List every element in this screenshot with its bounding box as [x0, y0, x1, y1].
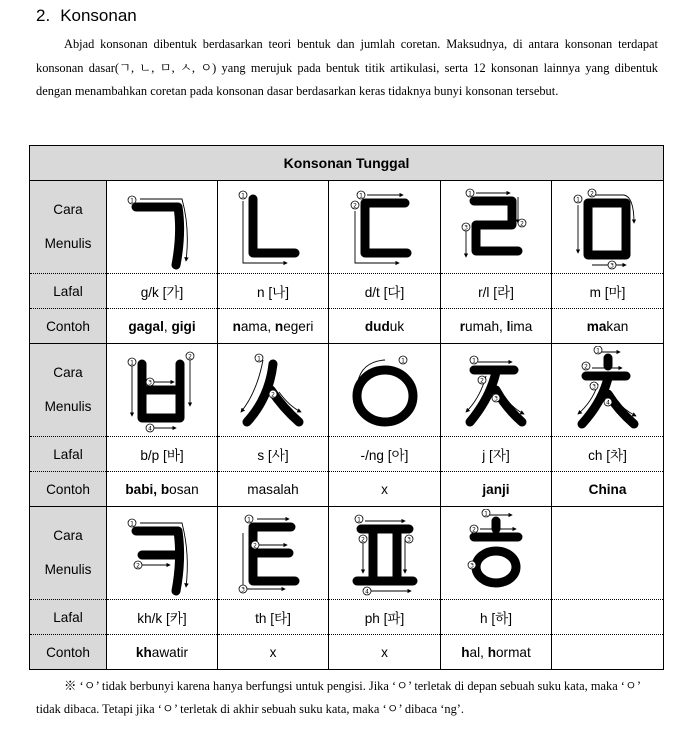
contoh-segment: h: [461, 644, 470, 660]
svg-text:4: 4: [364, 588, 369, 596]
svg-text:2: 2: [520, 220, 524, 228]
contoh-row: [30, 309, 664, 344]
stroke-order-cell: [218, 181, 329, 274]
kieuk-icon: [118, 509, 206, 597]
section-number: 2.: [36, 6, 51, 25]
siot-icon: [229, 346, 317, 434]
digeut-icon: [341, 183, 429, 271]
svg-text:1: 1: [130, 359, 134, 367]
svg-text:3: 3: [591, 383, 596, 391]
contoh-segment: al,: [469, 644, 488, 660]
lafal-value: ch [차]: [552, 437, 664, 472]
pieup-icon: [341, 509, 429, 597]
contoh-segment: janji: [482, 481, 510, 497]
jieut-icon: [452, 346, 540, 434]
lafal-value: b/p [바]: [107, 437, 218, 472]
svg-text:3: 3: [148, 379, 152, 387]
svg-text:1: 1: [472, 357, 476, 365]
contoh-value: [107, 309, 218, 344]
contoh-row: [30, 635, 664, 670]
cara-label-line1: Cara: [53, 365, 83, 380]
table-body: [30, 181, 664, 670]
contoh-value: [329, 309, 441, 344]
svg-text:2: 2: [472, 526, 476, 534]
stroke-order-cell: [441, 344, 552, 437]
contoh-value: [218, 472, 329, 507]
contoh-segment: r: [459, 318, 466, 334]
stroke-order-cell: [441, 181, 552, 274]
lafal-value: g/k [가]: [107, 274, 218, 309]
lafal-value: -/ng [아]: [329, 437, 441, 472]
lafal-label: Lafal: [30, 274, 107, 309]
svg-text:4: 4: [605, 399, 610, 407]
lafal-value: d/t [다]: [329, 274, 441, 309]
stroke-order-cell: [218, 344, 329, 437]
svg-text:1: 1: [257, 355, 261, 363]
contoh-row: [30, 472, 664, 507]
lafal-row: [30, 600, 664, 635]
lafal-label: Lafal: [30, 600, 107, 635]
stroke-order-cell: [107, 181, 218, 274]
contoh-segment: l: [506, 318, 511, 334]
stroke-order-cell: [329, 507, 441, 600]
konsonan-table: [29, 145, 664, 670]
svg-text:1: 1: [575, 196, 580, 204]
svg-text:1: 1: [358, 192, 363, 200]
svg-text:1: 1: [130, 520, 134, 528]
intro-paragraph: [36, 33, 658, 104]
svg-text:3: 3: [494, 395, 498, 403]
lafal-value: r/l [라]: [441, 274, 552, 309]
contoh-value: [552, 309, 664, 344]
contoh-segment: x: [269, 644, 277, 660]
contoh-segment: kan: [606, 318, 629, 334]
contoh-segment: ama,: [240, 318, 275, 334]
contoh-value: [552, 472, 664, 507]
svg-text:1: 1: [468, 190, 472, 198]
contoh-segment: x: [381, 644, 388, 660]
contoh-value: [218, 635, 329, 670]
lafal-value: th [타]: [218, 600, 329, 635]
lafal-value: [552, 600, 664, 635]
contoh-segment: masalah: [247, 481, 299, 497]
stroke-order-cell: [107, 507, 218, 600]
giyeok-icon: [118, 183, 206, 271]
svg-text:1: 1: [247, 516, 251, 524]
contoh-segment: osan: [169, 481, 199, 497]
contoh-segment: b: [160, 481, 170, 497]
lafal-value: kh/k [카]: [107, 600, 218, 635]
contoh-segment: Ch: [588, 481, 607, 497]
stroke-order-cell: [218, 507, 329, 600]
contoh-value: [441, 635, 552, 670]
cara-menulis-row: [30, 507, 664, 600]
contoh-segment: kh: [135, 644, 152, 660]
contoh-value: [218, 309, 329, 344]
svg-text:2: 2: [136, 562, 140, 570]
contoh-value: [329, 472, 441, 507]
footnote: [36, 675, 658, 721]
contoh-label: Contoh: [30, 472, 107, 507]
ieung-icon: [341, 346, 429, 434]
contoh-segment: umah,: [465, 318, 507, 334]
chieut-icon: [564, 346, 652, 434]
mieum-icon: [564, 183, 652, 271]
lafal-row: [30, 437, 664, 472]
lafal-value: ph [파]: [329, 600, 441, 635]
contoh-label: Contoh: [30, 309, 107, 344]
svg-text:3: 3: [406, 536, 411, 544]
stroke-order-cell: [552, 344, 664, 437]
contoh-label: Contoh: [30, 635, 107, 670]
svg-text:4: 4: [148, 425, 152, 433]
contoh-value: [107, 635, 218, 670]
contoh-segment: gagal: [128, 318, 164, 334]
contoh-value: [107, 472, 218, 507]
contoh-segment: ormat: [496, 644, 531, 660]
svg-text:1: 1: [356, 516, 361, 524]
svg-text:1: 1: [400, 357, 405, 365]
cara-label-line2: Menulis: [44, 562, 92, 577]
contoh-value: [329, 635, 441, 670]
contoh-segment: ,: [163, 318, 172, 334]
bieup-icon: [118, 346, 206, 434]
lafal-value: s [사]: [218, 437, 329, 472]
contoh-segment: ba: [125, 481, 142, 497]
cara-menulis-label: [30, 181, 107, 274]
contoh-segment: x: [381, 481, 388, 497]
table-title: Konsonan Tunggal: [30, 146, 664, 181]
lafal-row: [30, 274, 664, 309]
contoh-value: [552, 635, 664, 670]
svg-text:1: 1: [241, 192, 245, 200]
stroke-order-cell: [107, 344, 218, 437]
cara-label-line2: Menulis: [44, 399, 92, 414]
svg-text:2: 2: [589, 190, 594, 198]
stroke-order-cell: [552, 507, 664, 600]
cara-menulis-row: [30, 344, 664, 437]
contoh-segment: bi,: [141, 481, 161, 497]
svg-text:3: 3: [470, 562, 474, 570]
tieut-icon: [229, 509, 317, 597]
svg-text:2: 2: [480, 377, 484, 385]
svg-text:1: 1: [130, 197, 134, 205]
svg-text:2: 2: [253, 542, 257, 550]
hieut-icon: [452, 509, 540, 597]
section-heading: [36, 6, 137, 26]
svg-text:2: 2: [583, 363, 588, 371]
contoh-segment: egeri: [283, 318, 314, 334]
lafal-value: j [자]: [441, 437, 552, 472]
intro-text: Abjad konsonan dibentuk berdasarkan teori bentuk dan jumlah coretan. Maksudnya, di antara konsonan terdapat konsonan dasar(ㄱ, ㄴ, ㅁ, ㅅ, ㅇ) yang merujuk pada bentuk titik artikulasi, serta 12 konsonan lainnya yang dibentuk dengan menambahkan coretan pada konsonan dasar berdasarkan keras tidaknya bunyi konsonan tersebut.: [36, 37, 658, 98]
contoh-segment: uk: [389, 318, 405, 334]
svg-text:2: 2: [188, 353, 192, 361]
nieun-icon: [229, 183, 317, 271]
stroke-order-cell: [329, 344, 441, 437]
cara-label-line2: Menulis: [44, 236, 92, 251]
contoh-segment: n: [232, 318, 241, 334]
contoh-segment: h: [487, 644, 496, 660]
contoh-segment: du: [364, 318, 382, 334]
lafal-label: Lafal: [30, 437, 107, 472]
cara-menulis-row: [30, 181, 664, 274]
contoh-segment: ima: [510, 318, 533, 334]
contoh-value: [441, 472, 552, 507]
cara-label-line1: Cara: [53, 202, 83, 217]
contoh-segment: ina: [606, 481, 627, 497]
svg-text:3: 3: [464, 224, 468, 232]
footnote-text: ※ ‘ㅇ’ tidak berbunyi karena hanya berfungsi untuk pengisi. Jika ‘ㅇ’ terletak di depan sebuah suku kata, maka ‘ㅇ’ tidak dibaca. Tetapi jika ‘ㅇ’ terletak di akhir sebuah suku kata, maka ‘ㅇ’ dibaca ‘ng’.: [36, 679, 641, 716]
contoh-segment: awatir: [151, 644, 189, 660]
contoh-value: [441, 309, 552, 344]
contoh-segment: gigi: [171, 318, 196, 334]
lafal-value: n [나]: [218, 274, 329, 309]
cara-menulis-label: [30, 344, 107, 437]
svg-text:1: 1: [484, 510, 488, 518]
svg-text:2: 2: [271, 391, 275, 399]
stroke-order-cell: [329, 181, 441, 274]
lafal-value: m [마]: [552, 274, 664, 309]
lafal-value: h [하]: [441, 600, 552, 635]
cara-label-line1: Cara: [53, 528, 83, 543]
svg-text:1: 1: [595, 347, 600, 355]
stroke-order-cell: [552, 181, 664, 274]
svg-text:2: 2: [360, 536, 365, 544]
stroke-order-cell: [441, 507, 552, 600]
contoh-segment: ma: [586, 318, 607, 334]
contoh-segment: d: [381, 318, 390, 334]
svg-text:3: 3: [609, 262, 614, 270]
svg-text:2: 2: [352, 202, 357, 210]
cara-menulis-label: [30, 507, 107, 600]
section-title: Konsonan: [60, 6, 137, 25]
rieul-icon: [452, 183, 540, 271]
svg-text:3: 3: [241, 586, 245, 594]
contoh-segment: n: [274, 318, 284, 334]
